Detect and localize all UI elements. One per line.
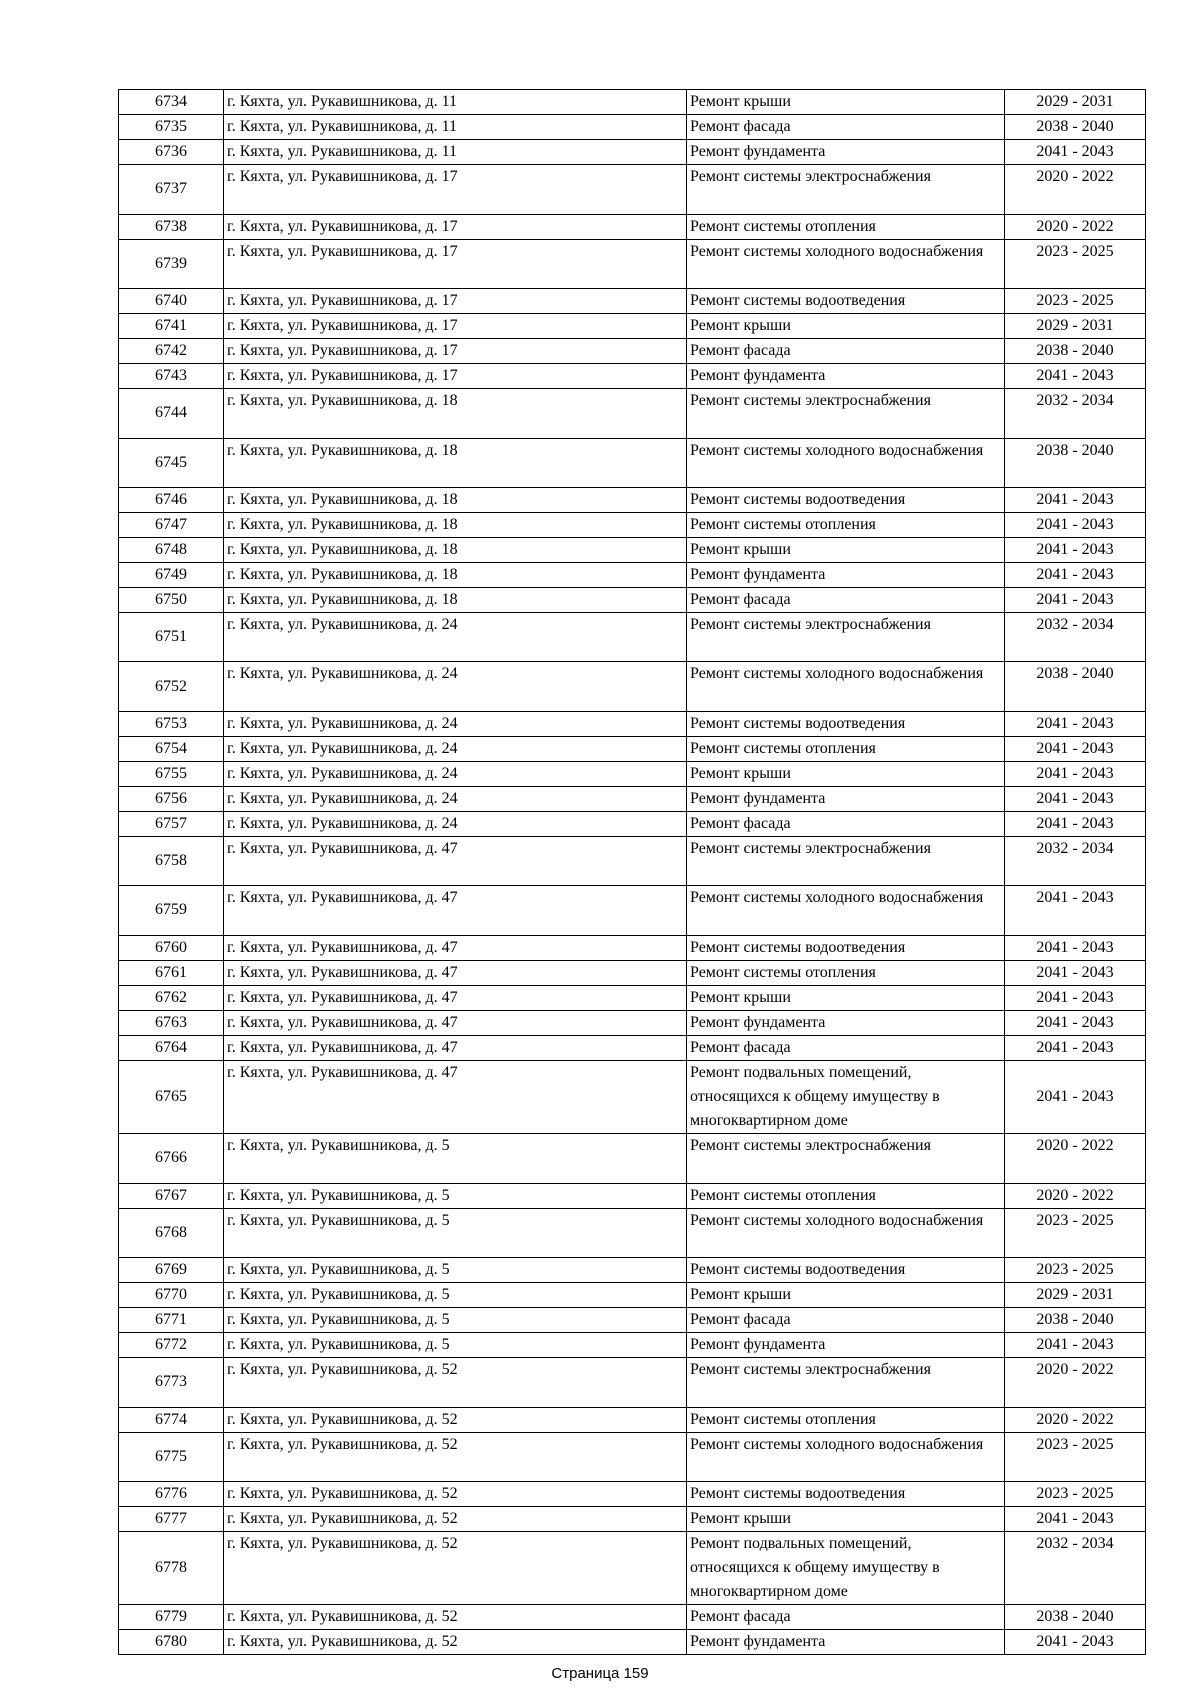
period-cell: 2038 - 2040 [1005,438,1146,487]
table-row [119,1357,1146,1407]
repair-schedule-table [118,89,1146,1655]
row-number-cell: 6740 [119,288,224,313]
address-cell: г. Кяхта, ул. Рукавишникова, д. 52 [224,1407,687,1432]
table-row [119,1183,1146,1208]
period-cell: 2041 - 2043 [1005,587,1146,612]
table-row [119,736,1146,761]
row-number-cell: 6775 [119,1432,224,1481]
address-cell: г. Кяхта, ул. Рукавишникова, д. 17 [224,363,687,388]
row-number-cell: 6750 [119,587,224,612]
period-cell: 2041 - 2043 [1005,487,1146,512]
period-cell: 2041 - 2043 [1005,736,1146,761]
row-number-cell: 6753 [119,711,224,736]
address-cell: г. Кяхта, ул. Рукавишникова, д. 17 [224,214,687,239]
address-cell: г. Кяхта, ул. Рукавишникова, д. 18 [224,537,687,562]
row-number-cell: 6766 [119,1134,224,1184]
row-number-cell: 6749 [119,562,224,587]
address-cell: г. Кяхта, ул. Рукавишникова, д. 52 [224,1531,687,1605]
row-number-cell: 6776 [119,1481,224,1506]
work-type-cell: Ремонт системы электроснабжения [687,388,1005,438]
address-cell: г. Кяхта, ул. Рукавишникова, д. 47 [224,1035,687,1060]
row-number-cell: 6736 [119,140,224,165]
table-row [119,438,1146,487]
row-number-cell: 6751 [119,612,224,662]
work-type-cell: Ремонт фасада [687,338,1005,363]
table-body [119,90,1146,1655]
work-type-cell: Ремонт системы холодного водоснабжения [687,239,1005,288]
table-row [119,786,1146,811]
address-cell: г. Кяхта, ул. Рукавишникова, д. 11 [224,115,687,140]
period-cell: 2020 - 2022 [1005,1407,1146,1432]
table-row [119,140,1146,165]
period-cell: 2041 - 2043 [1005,537,1146,562]
period-cell: 2038 - 2040 [1005,338,1146,363]
address-cell: г. Кяхта, ул. Рукавишникова, д. 5 [224,1134,687,1184]
row-number-cell: 6778 [119,1531,224,1605]
table-row [119,711,1146,736]
period-cell: 2038 - 2040 [1005,115,1146,140]
address-cell: г. Кяхта, ул. Рукавишникова, д. 47 [224,1010,687,1035]
period-cell: 2020 - 2022 [1005,1134,1146,1184]
work-type-cell: Ремонт фундамента [687,140,1005,165]
row-number-cell: 6772 [119,1332,224,1357]
table-row [119,1407,1146,1432]
period-cell: 2038 - 2040 [1005,662,1146,711]
page-number: Страница 159 [551,1665,649,1682]
table-row [119,1035,1146,1060]
table-row [119,115,1146,140]
work-type-cell: Ремонт системы водоотведения [687,288,1005,313]
row-number-cell: 6744 [119,388,224,438]
table-row [119,1208,1146,1257]
period-cell: 2041 - 2043 [1005,1010,1146,1035]
period-cell: 2020 - 2022 [1005,214,1146,239]
table-row [119,836,1146,886]
address-cell: г. Кяхта, ул. Рукавишникова, д. 17 [224,338,687,363]
row-number-cell: 6763 [119,1010,224,1035]
period-cell: 2041 - 2043 [1005,985,1146,1010]
period-cell: 2023 - 2025 [1005,239,1146,288]
work-type-cell: Ремонт системы холодного водоснабжения [687,438,1005,487]
period-cell: 2041 - 2043 [1005,140,1146,165]
work-type-cell: Ремонт системы холодного водоснабжения [687,1432,1005,1481]
row-number-cell: 6770 [119,1282,224,1307]
period-cell: 2041 - 2043 [1005,1332,1146,1357]
row-number-cell: 6779 [119,1605,224,1630]
address-cell: г. Кяхта, ул. Рукавишникова, д. 47 [224,1060,687,1134]
row-number-cell: 6745 [119,438,224,487]
row-number-cell: 6741 [119,313,224,338]
work-type-cell: Ремонт фасада [687,811,1005,836]
work-type-cell: Ремонт системы электроснабжения [687,612,1005,662]
table-row [119,811,1146,836]
table-row [119,512,1146,537]
row-number-cell: 6747 [119,512,224,537]
table-row [119,1531,1146,1605]
period-cell: 2023 - 2025 [1005,1481,1146,1506]
address-cell: г. Кяхта, ул. Рукавишникова, д. 24 [224,811,687,836]
table-row [119,1432,1146,1481]
address-cell: г. Кяхта, ул. Рукавишникова, д. 47 [224,886,687,935]
period-cell: 2038 - 2040 [1005,1307,1146,1332]
period-cell: 2032 - 2034 [1005,836,1146,886]
period-cell: 2041 - 2043 [1005,363,1146,388]
table-row [119,1307,1146,1332]
table-row [119,1060,1146,1134]
period-cell: 2023 - 2025 [1005,288,1146,313]
row-number-cell: 6767 [119,1183,224,1208]
work-type-cell: Ремонт системы отопления [687,1183,1005,1208]
work-type-cell: Ремонт системы электроснабжения [687,1357,1005,1407]
work-type-cell: Ремонт фундамента [687,363,1005,388]
work-type-cell: Ремонт системы отопления [687,736,1005,761]
address-cell: г. Кяхта, ул. Рукавишникова, д. 18 [224,487,687,512]
table-row [119,562,1146,587]
address-cell: г. Кяхта, ул. Рукавишникова, д. 5 [224,1208,687,1257]
work-type-cell: Ремонт системы отопления [687,1407,1005,1432]
period-cell: 2032 - 2034 [1005,1531,1146,1605]
row-number-cell: 6768 [119,1208,224,1257]
period-cell: 2032 - 2034 [1005,388,1146,438]
period-cell: 2041 - 2043 [1005,811,1146,836]
work-type-cell: Ремонт фасада [687,587,1005,612]
table-row [119,537,1146,562]
work-type-cell: Ремонт крыши [687,537,1005,562]
table-row [119,761,1146,786]
address-cell: г. Кяхта, ул. Рукавишникова, д. 24 [224,761,687,786]
address-cell: г. Кяхта, ул. Рукавишникова, д. 47 [224,935,687,960]
row-number-cell: 6771 [119,1307,224,1332]
work-type-cell: Ремонт крыши [687,1282,1005,1307]
row-number-cell: 6743 [119,363,224,388]
address-cell: г. Кяхта, ул. Рукавишникова, д. 17 [224,165,687,215]
work-type-cell: Ремонт системы холодного водоснабжения [687,662,1005,711]
table-row [119,214,1146,239]
address-cell: г. Кяхта, ул. Рукавишникова, д. 5 [224,1307,687,1332]
period-cell: 2023 - 2025 [1005,1208,1146,1257]
period-cell: 2041 - 2043 [1005,886,1146,935]
work-type-cell: Ремонт системы водоотведения [687,1257,1005,1282]
work-type-cell: Ремонт системы водоотведения [687,1481,1005,1506]
row-number-cell: 6760 [119,935,224,960]
row-number-cell: 6752 [119,662,224,711]
work-type-cell: Ремонт крыши [687,761,1005,786]
address-cell: г. Кяхта, ул. Рукавишникова, д. 52 [224,1481,687,1506]
address-cell: г. Кяхта, ул. Рукавишникова, д. 18 [224,587,687,612]
table-row [119,1010,1146,1035]
work-type-cell: Ремонт системы водоотведения [687,487,1005,512]
work-type-cell: Ремонт крыши [687,90,1005,115]
table-row [119,1630,1146,1655]
row-number-cell: 6757 [119,811,224,836]
table-row [119,313,1146,338]
table-row [119,1481,1146,1506]
work-type-cell: Ремонт фасада [687,1035,1005,1060]
period-cell: 2023 - 2025 [1005,1257,1146,1282]
table-row [119,1257,1146,1282]
row-number-cell: 6742 [119,338,224,363]
work-type-cell: Ремонт системы отопления [687,960,1005,985]
address-cell: г. Кяхта, ул. Рукавишникова, д. 24 [224,786,687,811]
work-type-cell: Ремонт крыши [687,1506,1005,1531]
row-number-cell: 6764 [119,1035,224,1060]
table-row [119,388,1146,438]
row-number-cell: 6737 [119,165,224,215]
table-row [119,165,1146,215]
period-cell: 2029 - 2031 [1005,1282,1146,1307]
address-cell: г. Кяхта, ул. Рукавишникова, д. 11 [224,140,687,165]
period-cell: 2041 - 2043 [1005,711,1146,736]
table-row [119,612,1146,662]
row-number-cell: 6780 [119,1630,224,1655]
row-number-cell: 6759 [119,886,224,935]
period-cell: 2041 - 2043 [1005,512,1146,537]
row-number-cell: 6773 [119,1357,224,1407]
work-type-cell: Ремонт системы холодного водоснабжения [687,1208,1005,1257]
period-cell: 2041 - 2043 [1005,1035,1146,1060]
address-cell: г. Кяхта, ул. Рукавишникова, д. 18 [224,388,687,438]
table-row [119,985,1146,1010]
address-cell: г. Кяхта, ул. Рукавишникова, д. 5 [224,1332,687,1357]
row-number-cell: 6774 [119,1407,224,1432]
address-cell: г. Кяхта, ул. Рукавишникова, д. 18 [224,438,687,487]
address-cell: г. Кяхта, ул. Рукавишникова, д. 52 [224,1432,687,1481]
row-number-cell: 6758 [119,836,224,886]
work-type-cell: Ремонт фундамента [687,1010,1005,1035]
work-type-cell: Ремонт системы отопления [687,512,1005,537]
table-row [119,1282,1146,1307]
work-type-cell: Ремонт подвальных помещений, относящихся к общему имуществу в многоквартирном доме [687,1531,1005,1605]
row-number-cell: 6735 [119,115,224,140]
table-row [119,1332,1146,1357]
address-cell: г. Кяхта, ул. Рукавишникова, д. 47 [224,836,687,886]
period-cell: 2029 - 2031 [1005,313,1146,338]
work-type-cell: Ремонт крыши [687,313,1005,338]
table-row [119,239,1146,288]
page-footer [0,1665,1200,1682]
period-cell: 2020 - 2022 [1005,1357,1146,1407]
row-number-cell: 6761 [119,960,224,985]
address-cell: г. Кяхта, ул. Рукавишникова, д. 5 [224,1282,687,1307]
table-row [119,288,1146,313]
address-cell: г. Кяхта, ул. Рукавишникова, д. 17 [224,288,687,313]
work-type-cell: Ремонт фундамента [687,562,1005,587]
row-number-cell: 6756 [119,786,224,811]
table-row [119,935,1146,960]
address-cell: г. Кяхта, ул. Рукавишникова, д. 24 [224,612,687,662]
row-number-cell: 6739 [119,239,224,288]
period-cell: 2020 - 2022 [1005,165,1146,215]
address-cell: г. Кяхта, ул. Рукавишникова, д. 52 [224,1506,687,1531]
work-type-cell: Ремонт системы водоотведения [687,711,1005,736]
address-cell: г. Кяхта, ул. Рукавишникова, д. 18 [224,562,687,587]
period-cell: 2041 - 2043 [1005,786,1146,811]
table-row [119,960,1146,985]
address-cell: г. Кяхта, ул. Рукавишникова, д. 47 [224,960,687,985]
table-row [119,338,1146,363]
table-row [119,363,1146,388]
row-number-cell: 6777 [119,1506,224,1531]
address-cell: г. Кяхта, ул. Рукавишникова, д. 24 [224,711,687,736]
work-type-cell: Ремонт фундамента [687,786,1005,811]
table-row [119,662,1146,711]
row-number-cell: 6746 [119,487,224,512]
row-number-cell: 6748 [119,537,224,562]
work-type-cell: Ремонт системы электроснабжения [687,1134,1005,1184]
period-cell: 2041 - 2043 [1005,1506,1146,1531]
period-cell: 2029 - 2031 [1005,90,1146,115]
row-number-cell: 6769 [119,1257,224,1282]
row-number-cell: 6734 [119,90,224,115]
period-cell: 2041 - 2043 [1005,935,1146,960]
work-type-cell: Ремонт фасада [687,1605,1005,1630]
table-row [119,587,1146,612]
address-cell: г. Кяхта, ул. Рукавишникова, д. 52 [224,1605,687,1630]
address-cell: г. Кяхта, ул. Рукавишникова, д. 17 [224,239,687,288]
work-type-cell: Ремонт крыши [687,985,1005,1010]
table-row [119,1605,1146,1630]
address-cell: г. Кяхта, ул. Рукавишникова, д. 52 [224,1630,687,1655]
row-number-cell: 6738 [119,214,224,239]
period-cell: 2038 - 2040 [1005,1605,1146,1630]
row-number-cell: 6755 [119,761,224,786]
table-row [119,1134,1146,1184]
period-cell: 2041 - 2043 [1005,960,1146,985]
address-cell: г. Кяхта, ул. Рукавишникова, д. 5 [224,1257,687,1282]
row-number-cell: 6762 [119,985,224,1010]
work-type-cell: Ремонт системы холодного водоснабжения [687,886,1005,935]
address-cell: г. Кяхта, ул. Рукавишникова, д. 52 [224,1357,687,1407]
work-type-cell: Ремонт подвальных помещений, относящихся к общему имуществу в многоквартирном доме [687,1060,1005,1134]
period-cell: 2041 - 2043 [1005,562,1146,587]
period-cell: 2032 - 2034 [1005,612,1146,662]
work-type-cell: Ремонт фасада [687,115,1005,140]
work-type-cell: Ремонт системы электроснабжения [687,836,1005,886]
table-row [119,886,1146,935]
work-type-cell: Ремонт системы отопления [687,214,1005,239]
table-row [119,487,1146,512]
row-number-cell: 6754 [119,736,224,761]
work-type-cell: Ремонт системы водоотведения [687,935,1005,960]
period-cell: 2041 - 2043 [1005,761,1146,786]
address-cell: г. Кяхта, ул. Рукавишникова, д. 11 [224,90,687,115]
period-cell: 2023 - 2025 [1005,1432,1146,1481]
work-type-cell: Ремонт фасада [687,1307,1005,1332]
address-cell: г. Кяхта, ул. Рукавишникова, д. 24 [224,736,687,761]
work-type-cell: Ремонт системы электроснабжения [687,165,1005,215]
address-cell: г. Кяхта, ул. Рукавишникова, д. 24 [224,662,687,711]
period-cell: 2041 - 2043 [1005,1060,1146,1134]
period-cell: 2020 - 2022 [1005,1183,1146,1208]
address-cell: г. Кяхта, ул. Рукавишникова, д. 5 [224,1183,687,1208]
row-number-cell: 6765 [119,1060,224,1134]
address-cell: г. Кяхта, ул. Рукавишникова, д. 18 [224,512,687,537]
work-type-cell: Ремонт фундамента [687,1332,1005,1357]
period-cell: 2041 - 2043 [1005,1630,1146,1655]
work-type-cell: Ремонт фундамента [687,1630,1005,1655]
table-row [119,90,1146,115]
address-cell: г. Кяхта, ул. Рукавишникова, д. 17 [224,313,687,338]
table-row [119,1506,1146,1531]
address-cell: г. Кяхта, ул. Рукавишникова, д. 47 [224,985,687,1010]
